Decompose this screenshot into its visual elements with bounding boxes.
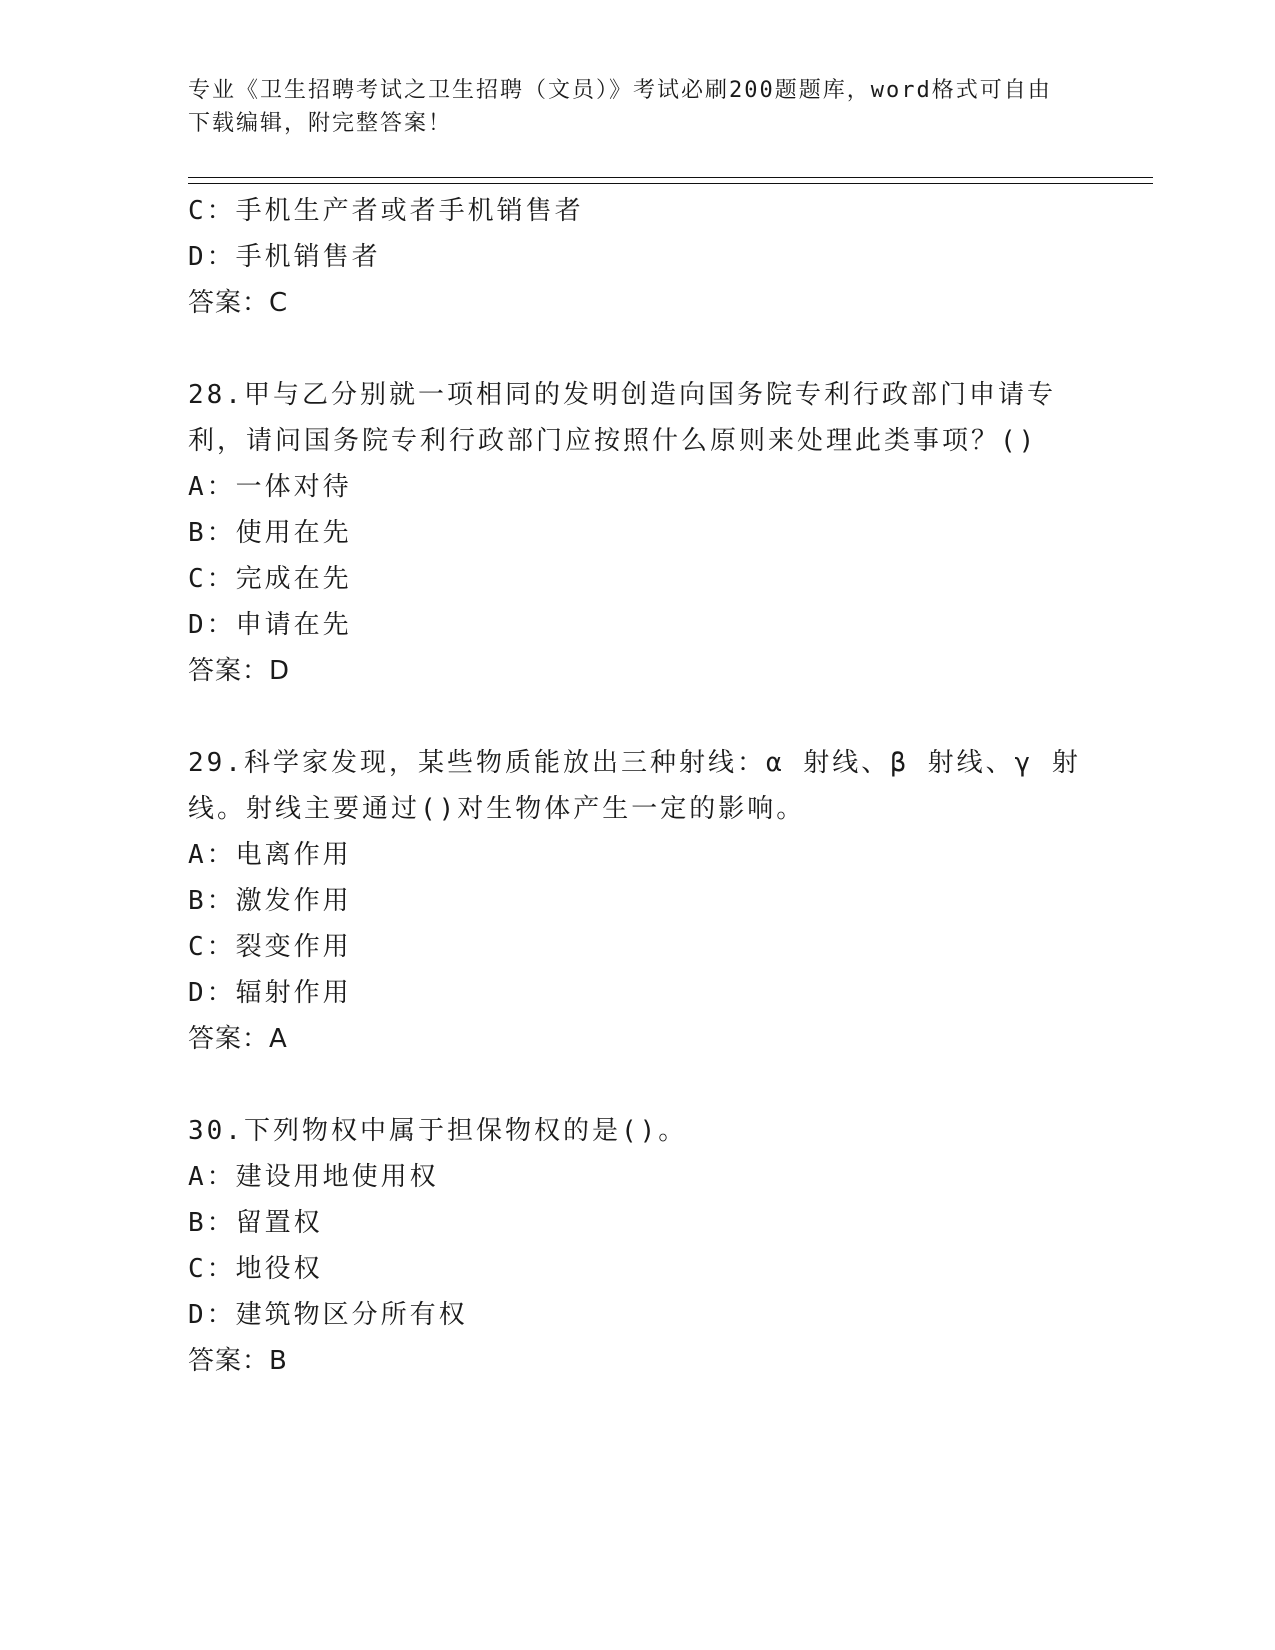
- option-b: B：使用在先: [188, 518, 352, 548]
- option-d: D：手机销售者: [188, 242, 381, 272]
- answer: 答案：C: [188, 288, 289, 318]
- question-30: [188, 1108, 1088, 1384]
- option-d: D：建筑物区分所有权: [188, 1300, 468, 1330]
- question-list: [188, 188, 1088, 1384]
- header-divider-top: [188, 177, 1153, 178]
- option-a: A：建设用地使用权: [188, 1162, 439, 1192]
- question-27-tail: [188, 188, 1088, 326]
- question-28: [188, 372, 1088, 694]
- option-b: B：留置权: [188, 1208, 323, 1238]
- option-c: C：手机生产者或者手机销售者: [188, 196, 584, 226]
- header-divider-bottom: [188, 183, 1153, 184]
- option-a: A：一体对待: [188, 472, 352, 502]
- spacer: [188, 1062, 1088, 1108]
- option-d: D：辐射作用: [188, 978, 352, 1008]
- question-stem: 28.甲与乙分别就一项相同的发明创造向国务院专利行政部门申请专利，请问国务院专利行政部门应按照什么原则来处理此类事项？(): [188, 380, 1056, 456]
- option-c: C：裂变作用: [188, 932, 352, 962]
- question-stem: 29.科学家发现，某些物质能放出三种射线：α 射线、β 射线、γ 射线。射线主要通过()对生物体产生一定的影响。: [188, 748, 1081, 824]
- question-stem: 30.下列物权中属于担保物权的是()。: [188, 1116, 688, 1146]
- option-d: D：申请在先: [188, 610, 352, 640]
- option-a: A：电离作用: [188, 840, 352, 870]
- answer: 答案：A: [188, 1024, 288, 1054]
- spacer: [188, 694, 1088, 740]
- option-c: C：地役权: [188, 1254, 323, 1284]
- option-b: B：激发作用: [188, 886, 352, 916]
- document-header: 专业《卫生招聘考试之卫生招聘（文员）》考试必刷200题题库，word格式可自由下载编辑，附完整答案！: [188, 78, 1052, 136]
- answer: 答案：D: [188, 656, 291, 686]
- question-29: [188, 740, 1088, 1062]
- answer: 答案：B: [188, 1346, 288, 1376]
- option-c: C：完成在先: [188, 564, 352, 594]
- spacer: [188, 326, 1088, 372]
